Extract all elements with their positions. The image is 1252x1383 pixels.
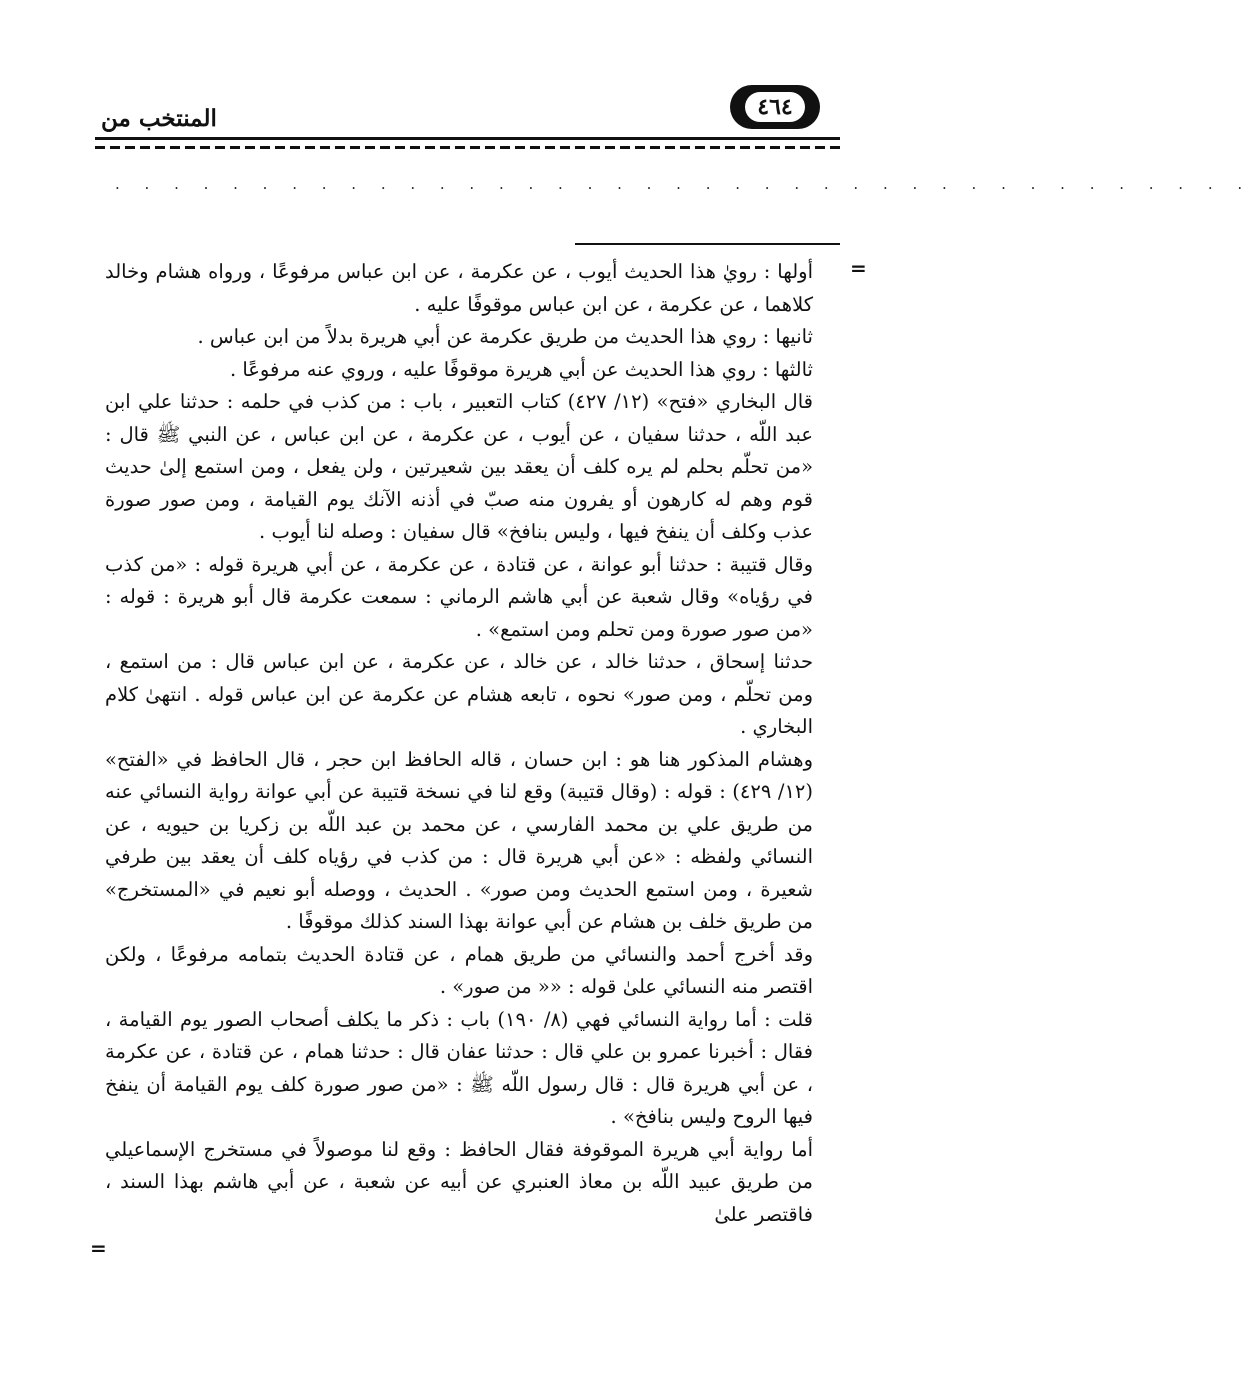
footnote-body xyxy=(105,256,813,1231)
section-separator: . . . . . . . . . . . . . . . . . . . . . . . . . . . . . . . . . . . . . . . xyxy=(115,175,1252,193)
footnote-rule xyxy=(575,243,840,245)
page-header xyxy=(95,85,840,155)
continuation-mark-top: = xyxy=(850,256,867,280)
paragraph: قال البخاري «فتح» (١٢/ ٤٢٧) كتاب التعبير ، باب : من كذب في حلمه : حدثنا علي ابن عبد اللّه ، حدثنا سفيان ، عن أيوب ، عن عكرمة ، عن ابن عباس ، عن النبي ﷺ قال : «من تحلّم بحلم لم يره كلف أن يعقد بين شعيرتين ، ولن يفعل ، ومن استمع إلىٰ حديث قوم وهم له كارهون أو يفرون منه صبّ في أذنه الآنك يوم القيامة ، ومن صور صورة عذب وكلف أن ينفخ فيها ، وليس بنافخ» قال سفيان : وصله لنا أيوب . xyxy=(105,390,813,543)
paragraph: أما رواية أبي هريرة الموقوفة فقال الحافظ : وقع لنا موصولاً في مستخرج الإسماعيلي من طريق عبيد اللّه بن معاذ العنبري عن أبيه عن شعبة ، عن أبي هاشم بهذا السند ، فاقتصر علىٰ xyxy=(105,1137,813,1226)
header-dashed-rule xyxy=(95,146,840,149)
paragraph: أولها : رويٰ هذا الحديث أيوب ، عن عكرمة ، عن ابن عباس مرفوعًا ، ورواه هشام وخالد كلاهما ، عن عكرمة ، عن ابن عباس موقوفًا عليه . xyxy=(105,260,813,316)
paragraph: ثالثها : روي هذا الحديث عن أبي هريرة موقوفًا عليه ، وروي عنه مرفوعًا . xyxy=(229,357,813,381)
page-number: ٤٦٤ xyxy=(745,92,804,122)
book-title: المنتخب من xyxy=(101,105,217,132)
paragraph: قلت : أما رواية النسائي فهي (٨/ ١٩٠) باب : ذكر ما يكلف أصحاب الصور يوم القيامة ، فقال : أخبرنا عمرو بن علي قال : حدثنا عفان قال : حدثنا همام ، عن قتادة ، عن عكرمة ، عن أبي هريرة قال : قال رسول اللّه ﷺ : «من صور صورة كلف يوم القيامة أن ينفخ فيها الروح وليس بنافخ» . xyxy=(105,1007,813,1128)
paragraph: ثانيها : روي هذا الحديث من طريق عكرمة عن أبي هريرة بدلاً من ابن عباس . xyxy=(197,325,813,348)
paragraph: حدثنا إسحاق ، حدثنا خالد ، عن خالد ، عن عكرمة ، عن ابن عباس قال : من استمع ، ومن تحلّم ، ومن صور» نحوه ، تابعه هشام عن عكرمة عن ابن عباس قوله . انتهىٰ كلام البخاري . xyxy=(105,650,813,738)
paragraph: وهشام المذكور هنا هو : ابن حسان ، قاله الحافظ ابن حجر ، قال الحافظ في «الفتح» (١٢/ ٤٢٩) : قوله : (وقال قتيبة) وقع لنا في نسخة قتيبة عن أبي عوانة رواية النسائي عنه من طريق علي بن محمد الفارسي ، عن محمد بن عبد اللّه بن زكريا بن حيويه ، عن النسائي ولفظه : «عن أبي هريرة قال : من كذب في رؤياه كلف أن يعقد بين طرفي شعيرة ، ومن استمع الحديث ومن صور» . الحديث ، ووصله أبو نعيم في «المستخرج» من طريق خلف بن هشام عن أبي عوانة بهذا السند كذلك موقوفًا . xyxy=(105,747,813,933)
paragraph: وقال قتيبة : حدثنا أبو عوانة ، عن قتادة ، عن عكرمة ، عن أبي هريرة قوله : «من كذب في رؤياه» وقال شعبة عن أبي هاشم الرماني : سمعت عكرمة قال أبو هريرة : قوله : «من صور صورة ومن تحلم ومن استمع» . xyxy=(105,552,813,641)
continuation-mark-bottom: = xyxy=(90,1236,107,1260)
page-number-badge xyxy=(730,85,820,129)
paragraph: وقد أخرج أحمد والنسائي من طريق همام ، عن قتادة الحديث بتمامه مرفوعًا ، ولكن اقتصر منه النسائي علىٰ قوله : «« من صور» . xyxy=(105,942,813,998)
header-rule xyxy=(95,137,840,140)
